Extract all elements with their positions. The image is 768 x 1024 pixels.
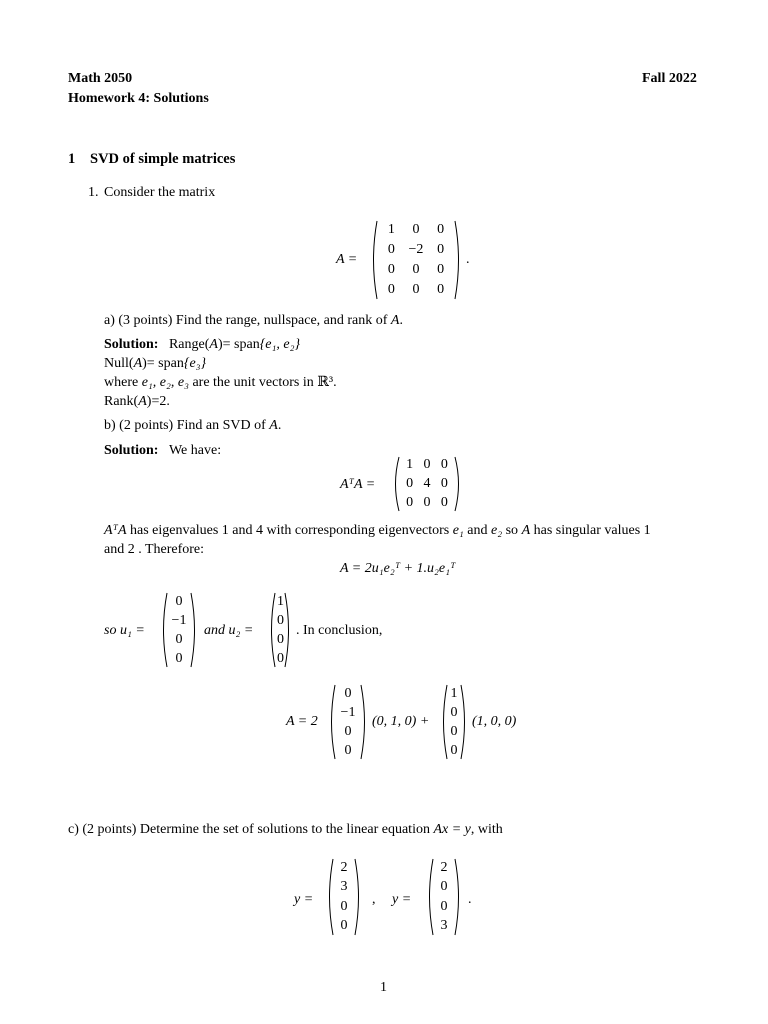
part-c-question: c) (2 points) Determine the set of solutions to the linear equation Ax = y, with — [68, 822, 503, 837]
matrix-entry: 0 — [387, 282, 395, 297]
part-b-solution: Solution: We have: — [104, 443, 222, 458]
left-paren — [272, 593, 276, 667]
course-title: Math 2050 — [68, 71, 133, 86]
part-a-rank: Rank(A)=2. — [104, 394, 170, 409]
right-paren — [285, 593, 289, 667]
left-paren — [332, 685, 336, 759]
matrix-a-lhs: A = — [336, 252, 358, 267]
matrix-entry: 0 — [387, 262, 395, 277]
matrix-entry: 0 — [440, 476, 448, 491]
y-period: . — [468, 892, 472, 907]
matrix-entry: 0 — [406, 476, 414, 491]
matrix-entry: 0 — [412, 262, 420, 277]
matrix-entry: 4 — [423, 476, 431, 491]
matrix-entry: 3 — [340, 879, 348, 895]
final-vector-1 — [328, 684, 368, 760]
matrix-entry: 0 — [423, 457, 431, 473]
left-paren — [330, 859, 334, 935]
left-paren — [396, 457, 400, 511]
matrix-entry: 2 — [340, 859, 348, 875]
matrix-entry: 0 — [406, 494, 414, 510]
right-paren — [361, 685, 365, 759]
matrix-entry: 0 — [344, 723, 352, 739]
matrix-entry: 3 — [440, 918, 448, 934]
part-b-question: b) (2 points) Find an SVD of A. — [104, 418, 282, 433]
matrix-entry: 0 — [387, 242, 395, 257]
final-row-1: (0, 1, 0) + — [372, 714, 430, 729]
matrix-entry: 0 — [423, 494, 431, 510]
matrix-entry: 1 — [277, 593, 284, 609]
matrix-ata — [392, 456, 462, 512]
matrix-entry: 0 — [440, 494, 448, 510]
eigen-statement: AᵀA has eigenvalues 1 and 4 with corresponding eigenvectors e₁ and e₂ so A has singular values 1 — [104, 523, 651, 538]
matrix-entry: −1 — [171, 612, 187, 628]
svd-equation: A = 2u₁e₂ᵀ + 1.u₂e₁ᵀ — [340, 561, 456, 576]
problem-number: 1. — [88, 185, 99, 200]
matrix-entry: 0 — [175, 631, 183, 647]
matrix-a — [370, 220, 462, 300]
part-a-nullspace: Null(A)= span{e₃} — [104, 356, 207, 371]
part-a-solution-range: Solution: Range(A)= span{e₁, e₂} — [104, 337, 301, 352]
matrix-entry: 2 — [440, 859, 448, 875]
page-number: 1 — [380, 980, 387, 995]
matrix-entry: 0 — [277, 612, 284, 628]
part-a-question: a) (3 points) Find the range, nullspace, and rank of A. — [104, 313, 403, 328]
y1-lhs: y = — [294, 892, 314, 907]
matrix-entry: 0 — [412, 282, 420, 297]
matrix-entry: 1 — [450, 685, 458, 701]
matrix-entry: 1 — [387, 222, 395, 237]
left-paren — [374, 221, 378, 299]
part-a-where: where e₁, e₂, e₃ are the unit vectors in ℝ³. — [104, 375, 337, 390]
right-paren — [455, 859, 459, 935]
matrix-entry: 0 — [175, 650, 183, 666]
problem-intro: Consider the matrix — [104, 185, 216, 200]
final-row-2: (1, 0, 0) — [472, 714, 517, 729]
left-paren — [444, 685, 448, 759]
vector-u2 — [268, 592, 292, 668]
matrix-entry: 0 — [277, 631, 284, 647]
matrix-entry: 1 — [406, 457, 414, 473]
u2-lhs: and u₂ = — [204, 623, 254, 638]
matrix-entry: 0 — [340, 918, 348, 934]
vector-u1 — [160, 592, 198, 668]
y2-lhs: y = — [392, 892, 412, 907]
matrix-entry: 0 — [277, 650, 284, 666]
u1-lhs: so u₁ = — [104, 623, 145, 638]
term: Fall 2022 — [642, 71, 697, 86]
matrix-entry: 0 — [344, 685, 352, 701]
left-paren — [430, 859, 434, 935]
matrix-entry: 0 — [437, 242, 445, 257]
final-lhs: A = 2 — [286, 714, 318, 729]
matrix-entry: 0 — [437, 262, 445, 277]
matrix-entry: −2 — [408, 242, 424, 257]
matrix-entry: 0 — [450, 723, 458, 739]
matrix-entry: 0 — [437, 282, 445, 297]
right-paren — [461, 685, 465, 759]
final-vector-2 — [440, 684, 468, 760]
section-title: SVD of simple matrices — [90, 151, 236, 167]
vector-y2 — [426, 858, 462, 936]
matrix-a-period: . — [466, 252, 470, 267]
conclusion-text: . In conclusion, — [296, 623, 383, 638]
matrix-entry: 0 — [440, 879, 448, 895]
ata-lhs: AᵀA = — [340, 477, 376, 492]
matrix-entry: 0 — [412, 222, 420, 237]
section-number: 1 — [68, 151, 76, 167]
right-paren — [355, 859, 359, 935]
matrix-entry: 0 — [437, 222, 445, 237]
matrix-entry: 0 — [340, 898, 348, 914]
document-subtitle: Homework 4: Solutions — [68, 91, 209, 106]
right-paren — [455, 457, 459, 511]
matrix-entry: 0 — [440, 898, 448, 914]
right-paren — [191, 593, 195, 667]
matrix-entry: 0 — [450, 704, 458, 720]
right-paren — [455, 221, 459, 299]
matrix-entry: 0 — [440, 457, 448, 473]
matrix-entry: 0 — [175, 593, 183, 609]
vector-y1 — [326, 858, 362, 936]
left-paren — [164, 593, 168, 667]
matrix-entry: −1 — [340, 704, 356, 720]
matrix-entry: 0 — [344, 742, 352, 758]
y-separator: , — [372, 892, 376, 907]
eigen-statement-cont: and 2 . Therefore: — [104, 542, 205, 557]
matrix-entry: 0 — [450, 742, 458, 758]
